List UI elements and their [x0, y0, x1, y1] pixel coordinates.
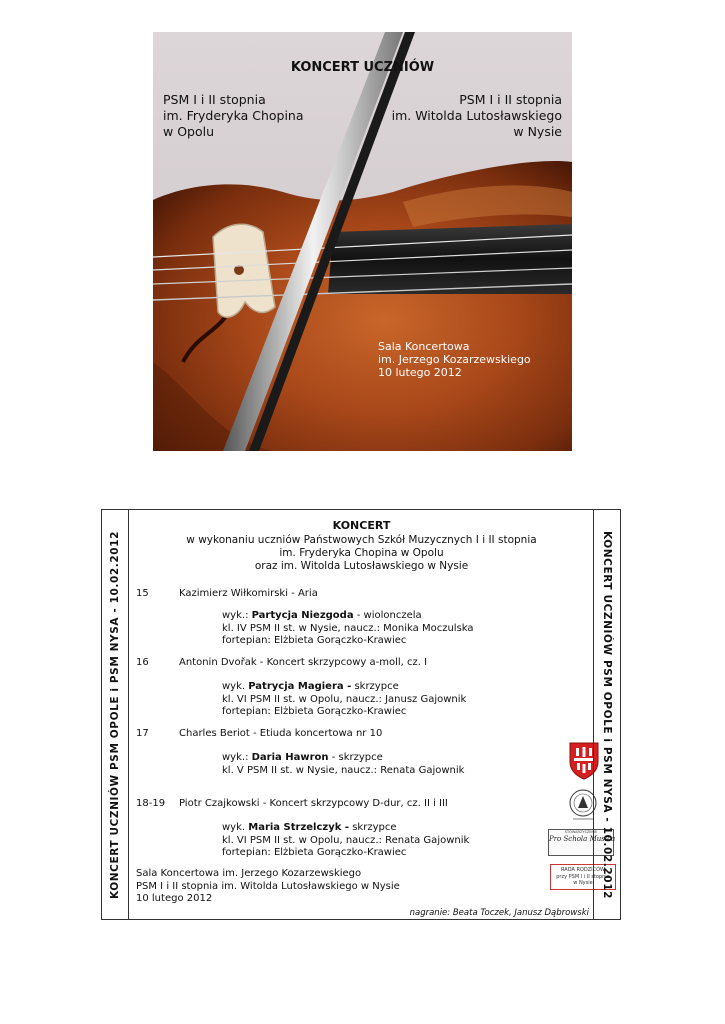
- back-insert: [101, 509, 621, 920]
- performer-piano: fortepian: Elżbieta Gorączko-Krawiec: [222, 706, 407, 717]
- program-title: KONCERT: [332, 519, 391, 532]
- cover-front: [153, 32, 572, 451]
- spine-right: [593, 510, 620, 919]
- track-performer-block: [222, 752, 464, 777]
- cover-school-opole-line: im. Fryderyka Chopina: [163, 108, 304, 123]
- performer-class: kl. IV PSM II st. w Nysie, naucz.: Monika Moczulska: [222, 622, 474, 634]
- performer-instrument: - wiolonczela: [353, 610, 422, 621]
- performer-instrument: - skrzypce: [328, 752, 383, 763]
- program-subtitle-line: oraz im. Witolda Lutosławskiego w Nysie: [254, 560, 469, 572]
- performer-prefix: wyk.:: [222, 752, 252, 763]
- performer-prefix: wyk.:: [222, 610, 252, 621]
- cover-school-opole-line: w Opolu: [163, 124, 215, 139]
- track-number: 18-19: [136, 798, 166, 809]
- performer-class: kl. VI PSM II st. w Opolu, naucz.: Renata Gajownik: [222, 834, 470, 846]
- performer-class: kl. VI PSM II st. w Opolu, naucz.: Janusz Gajownik: [222, 693, 467, 705]
- performer-class: kl. V PSM II st. w Nysie, naucz.: Renata Gajownik: [222, 764, 465, 776]
- performer-name: Partycja Niezgoda: [251, 610, 354, 621]
- cover-school-opole: [163, 92, 304, 140]
- performer-instrument: skrzypce: [349, 822, 397, 833]
- performer-prefix: wyk.: [222, 822, 249, 833]
- track-piece: Piotr Czajkowski - Koncert skrzypcowy D-dur, cz. II i III: [179, 798, 448, 809]
- track-piece: Antonin Dvořak - Koncert skrzypcowy a-moll, cz. I: [179, 657, 428, 668]
- venue-footer: [136, 868, 400, 906]
- track-piece: Kazimierz Wiłkomirski - Aria: [179, 588, 318, 599]
- track-number: 16: [136, 657, 149, 668]
- performer-prefix: wyk.: [222, 681, 249, 692]
- track-number: 15: [136, 588, 149, 599]
- rada-logo-line: RADA RODZICÓW: [561, 867, 605, 873]
- pro-schola-small-text: STOWARZYSZENIE: [564, 830, 598, 834]
- recording-credits: nagranie: Beata Toczek, Janusz Dąbrowski: [409, 908, 589, 918]
- cover-title: KONCERT UCZNIÓW: [290, 60, 435, 75]
- venue-footer-line: PSM I i II stopnia im. Witolda Lutosławskiego w Nysie: [136, 880, 400, 892]
- cover-venue-line: 10 lutego 2012: [378, 366, 462, 379]
- track-piece: Charles Beriot - Etiuda koncertowa nr 10: [179, 728, 383, 739]
- track-number: 17: [136, 728, 149, 739]
- performer-piano: fortepian: Elżbieta Gorączko-Krawiec: [222, 635, 407, 646]
- performer-name: Patrycja Magiera -: [248, 681, 352, 692]
- cover-school-nysa: [392, 92, 562, 140]
- performer-piano: fortepian: Elżbieta Gorączko-Krawiec: [222, 847, 407, 858]
- cover-venue-line: im. Jerzego Kozarzewskiego: [378, 353, 531, 366]
- rada-logo-line: przy PSM I i II stopnia: [556, 873, 610, 880]
- cover-school-nysa-line: PSM I i II stopnia: [459, 92, 562, 107]
- cover-school-opole-line: PSM I i II stopnia: [163, 92, 266, 107]
- performer-name: Maria Strzelczyk -: [248, 822, 350, 833]
- spine-left: [102, 510, 129, 919]
- performer-name: Daria Hawron: [251, 752, 329, 763]
- track-performer-block: [222, 681, 466, 719]
- spine-left-text: KONCERT UCZNIÓW PSM OPOLE i PSM NYSA - 10.02.2012: [109, 530, 121, 899]
- performer-instrument: skrzypce: [351, 681, 399, 692]
- program-subtitle-line: im. Fryderyka Chopina w Opolu: [279, 547, 444, 559]
- venue-footer-line: Sala Koncertowa im. Jerzego Kozarzewskiego: [136, 868, 362, 879]
- program-subtitle-line: w wykonaniu uczniów Państwowych Szkół Muzycznych I i II stopnia: [186, 534, 537, 546]
- rada-logo-line: w Nysie: [573, 880, 593, 886]
- cover-school-nysa-line: im. Witolda Lutosławskiego: [391, 108, 562, 123]
- pro-schola-script-text: Pro Schola Musica: [549, 835, 616, 843]
- venue-footer-line: 10 lutego 2012: [136, 893, 213, 904]
- spine-right-text: KONCERT UCZNIÓW PSM OPOLE i PSM NYSA - 10.02.2012: [601, 530, 613, 899]
- track-performer-block: [222, 610, 474, 648]
- cover-school-nysa-line: w Nysie: [513, 124, 562, 139]
- track-performer-block: [222, 822, 469, 860]
- cover-venue: [378, 340, 531, 379]
- cover-venue-line: Sala Koncertowa: [378, 340, 470, 353]
